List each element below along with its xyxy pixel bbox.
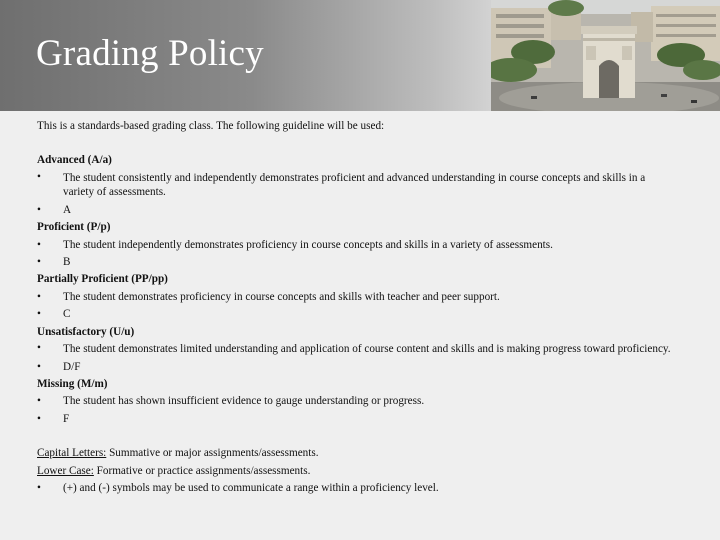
level-desc-missing: • The student has shown insufficient evidence to gauge understanding or progress. [37, 393, 677, 410]
level-heading-missing: Missing (M/m) [37, 377, 108, 390]
bullet-icon: • [37, 290, 41, 303]
bullet-icon: • [37, 412, 41, 425]
bullet-icon: • [37, 482, 41, 494]
level-grade-proficient: • B [37, 254, 677, 271]
level-desc-unsatisfactory: • The student demonstrates limited understanding and application of course content and skills and is making progress toward proficiency. [37, 342, 671, 356]
title-banner [0, 0, 720, 111]
level-heading-advanced: Advanced (A/a) [37, 154, 112, 167]
bullet-icon: • [37, 238, 41, 251]
lower-case-label: Lower Case: [37, 464, 94, 477]
arc-de-triomphe-photo [491, 0, 720, 111]
level-heading-partially-proficient: Partially Proficient (PP/pp) [37, 273, 168, 286]
bullet-icon: • [37, 170, 41, 183]
slide-title: Grading Policy [36, 33, 264, 74]
bullet-icon: • [37, 395, 41, 408]
grading-policy-content [37, 118, 677, 497]
bullet-icon: • [37, 256, 41, 269]
level-heading-unsatisfactory: Unsatisfactory (U/u) [37, 325, 135, 338]
intro-text: This is a standards-based grading class. The following guideline will be used: [37, 120, 385, 132]
bullet-icon: • [37, 360, 41, 373]
level-grade-missing: • F [37, 411, 677, 428]
capital-letters-note: Capital Letters: Summative or major assignments/assessments. [37, 447, 319, 460]
symbols-note: • (+) and (-) symbols may be used to communicate a range within a proficiency level. [37, 480, 677, 497]
bullet-icon: • [37, 342, 41, 355]
bullet-icon: • [37, 203, 41, 216]
capital-letters-label: Capital Letters: [37, 447, 107, 460]
level-heading-proficient: Proficient (P/p) [37, 221, 111, 234]
level-desc-partially-proficient: • The student demonstrates proficiency in course concepts and skills with teacher and peer support. [37, 289, 677, 306]
level-desc-advanced: • The student consistently and independently demonstrates proficient and advanced understanding in course concepts and skills in a variety of assessments. [37, 170, 646, 199]
level-desc-proficient: • The student independently demonstrates proficiency in course concepts and skills in a variety of assessments. [37, 237, 677, 254]
photo-illustration [491, 0, 720, 111]
level-grade-advanced: • A [37, 202, 677, 219]
lower-case-note: Lower Case: Formative or practice assignments/assessments. [37, 464, 311, 477]
bullet-icon: • [37, 308, 41, 321]
level-grade-partially-proficient: • C [37, 306, 677, 323]
level-grade-unsatisfactory: • D/F [37, 359, 677, 376]
